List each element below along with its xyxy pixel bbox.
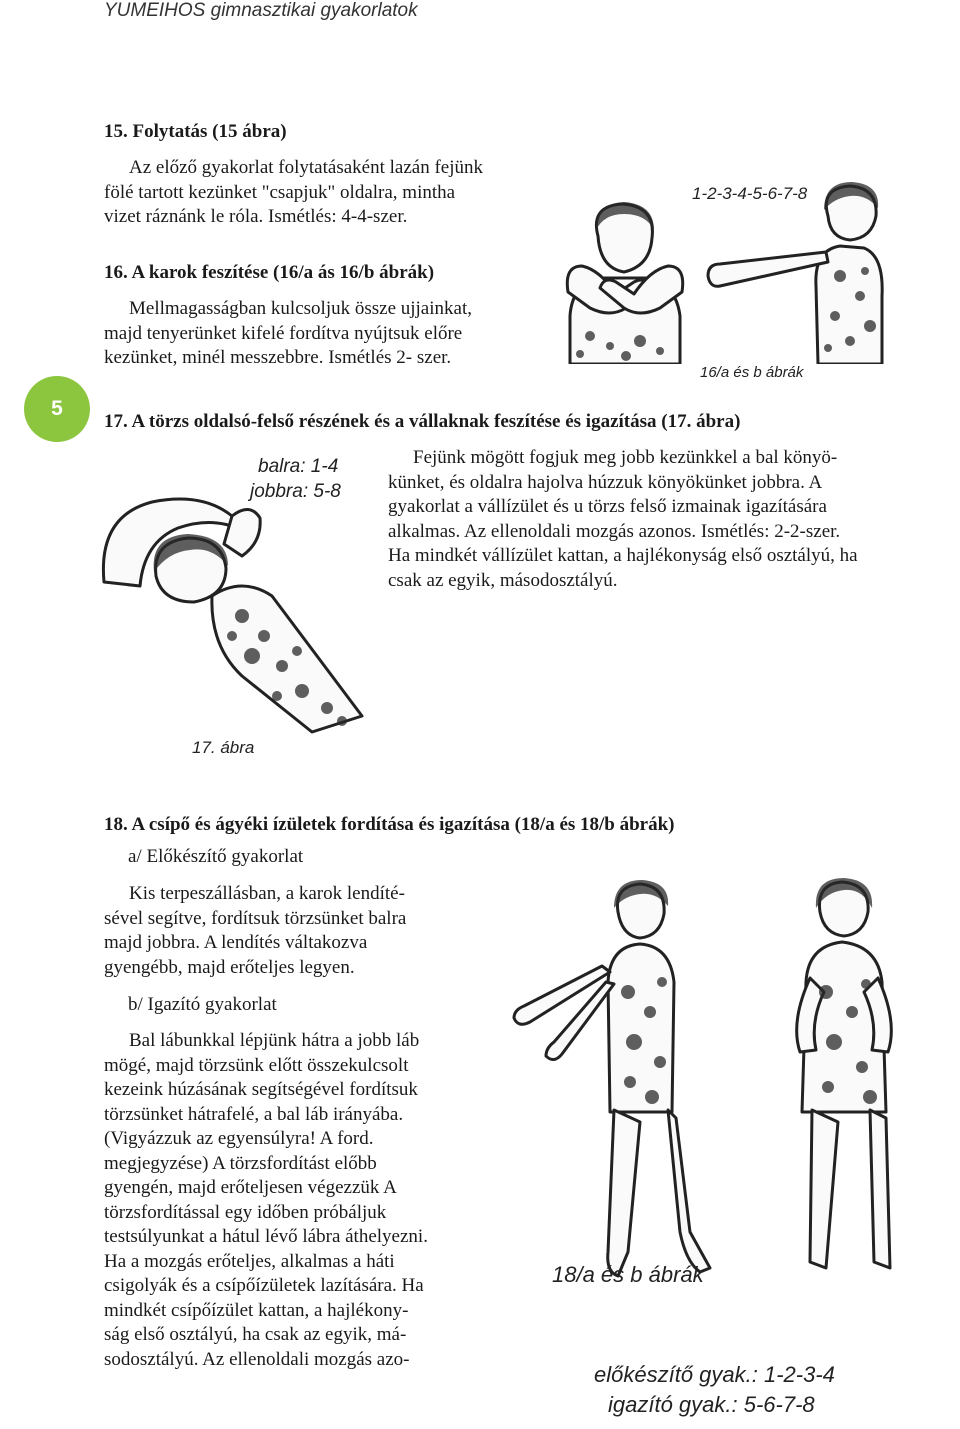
figure-17-left-label: balra: 1-4 xyxy=(258,456,339,477)
figure-16-caption: 16/a és b ábrák xyxy=(700,364,804,381)
figure-18-caption: 18/a és b ábrák xyxy=(552,1262,704,1287)
section-17-text xyxy=(388,446,930,593)
text-line: gyengébb, majd erőteljes legyen. xyxy=(104,956,355,978)
text-line: majd jobbra. A lendítés váltakozva xyxy=(104,932,368,953)
text-line: megjegyzése) A törzsfordítást előbb xyxy=(104,1152,377,1174)
text-line: kezeink húzásának segítségével fordítsuk xyxy=(104,1079,418,1100)
section-18a-text xyxy=(104,882,470,980)
text-line: ság első osztályú, ha csak az egyik, má- xyxy=(104,1324,407,1345)
text-line: künket, és oldalra hajolva húzzuk könyökünket jobbra. A xyxy=(388,471,823,493)
section-16-title: 16. A karok feszítése (16/a ás 16/b ábrák) xyxy=(104,262,435,283)
section-18b-text xyxy=(104,1029,470,1372)
section-18a-subtitle: a/ Előkészítő gyakorlat xyxy=(128,846,304,867)
figure-18-prep-label: előkészítő gyak.: 1-2-3-4 xyxy=(594,1362,835,1387)
figure-16b-illustration xyxy=(700,176,890,364)
text-line: kezünket, minél messzebbre. Ismétlés 2- szer. xyxy=(104,347,452,368)
document-header-title: YUMEIHOS gimnasztikai gyakorlatok xyxy=(104,0,418,21)
figure-16a-illustration xyxy=(560,196,690,364)
text-line: Az előző gyakorlat folytatásaként lazán fejünk xyxy=(129,157,483,178)
text-line: alkalmas. Az ellenoldali mozgás azonos. Ismétlés: 2-2-szer. xyxy=(388,520,841,542)
section-16-text xyxy=(104,297,534,371)
text-line: vizet ráznánk le róla. Ismétlés: 4-4-szer. xyxy=(104,206,408,227)
section-15-title: 15. Folytatás (15 ábra) xyxy=(104,121,287,142)
text-line: majd tenyerünket kifelé fordítva nyújtsuk előre xyxy=(104,322,463,344)
text-line: Bal lábunkkal lépjünk hátra a jobb láb xyxy=(129,1030,420,1051)
figure-18-illustration xyxy=(490,872,930,1292)
text-line: gyengén, majd erőteljesen végezzük A xyxy=(104,1177,397,1198)
page-number-badge: 5 xyxy=(24,376,90,442)
text-line: sével segítve, fordítsuk törzsünket balra xyxy=(104,907,407,929)
text-line: csak az egyik, másodosztályú. xyxy=(388,569,618,591)
text-line: törzsfordítással egy időben próbáljuk xyxy=(104,1201,387,1223)
text-line: mögé, majd törzsünk előtt összekulcsolt xyxy=(104,1054,409,1076)
section-18-title: 18. A csípő és ágyéki ízületek fordítása és igazítása (18/a és 18/b ábrák) xyxy=(104,814,675,835)
text-line: Kis terpeszállásban, a karok lendíté- xyxy=(129,883,405,904)
text-line: testsúlyunkat a hátul lévő lábra áthelyezni. xyxy=(104,1226,428,1247)
text-line: csigolyák és a csípőízületek lazítására. Ha xyxy=(104,1275,424,1296)
text-line: törzsünket hátrafelé, a bal láb irányába. xyxy=(104,1103,404,1125)
section-17-title: 17. A törzs oldalsó-felső részének és a vállaknak feszítése és igazítása (17. ábra) xyxy=(104,411,741,432)
text-line: Mellmagasságban kulcsoljuk össze ujjainkat, xyxy=(129,298,472,319)
text-line: Fejünk mögött fogjuk meg jobb kezünkkel a bal könyö- xyxy=(413,447,838,468)
figure-17-illustration xyxy=(92,446,382,736)
text-line: (Vigyázzuk az egyensúlyra! A ford. xyxy=(104,1128,374,1149)
figure-18-fix-label: igazító gyak.: 5-6-7-8 xyxy=(608,1392,815,1417)
text-line: Ha mindkét vállízület kattan, a hajlékonyság első osztályú, ha xyxy=(388,545,858,566)
text-line: Ha a mozgás erőteljes, alkalmas a háti xyxy=(104,1250,395,1272)
figure-17-right-label: jobbra: 5-8 xyxy=(250,481,341,502)
figure-16-count-label: 1-2-3-4-5-6-7-8 xyxy=(692,184,808,203)
text-line: sodosztályú. Az ellenoldali mozgás azo- xyxy=(104,1348,410,1370)
section-18b-subtitle: b/ Igazító gyakorlat xyxy=(128,994,277,1015)
text-line: gyakorlat a vállízület és u törzs felső izmainak igazítására xyxy=(388,496,827,517)
text-line: mindkét csípőízület kattan, a hajlékony- xyxy=(104,1299,409,1321)
text-line: fölé tartott kezünket "csapjuk" oldalra, mintha xyxy=(104,181,456,203)
figure-17-caption: 17. ábra xyxy=(192,738,255,757)
section-15-text xyxy=(104,156,534,230)
